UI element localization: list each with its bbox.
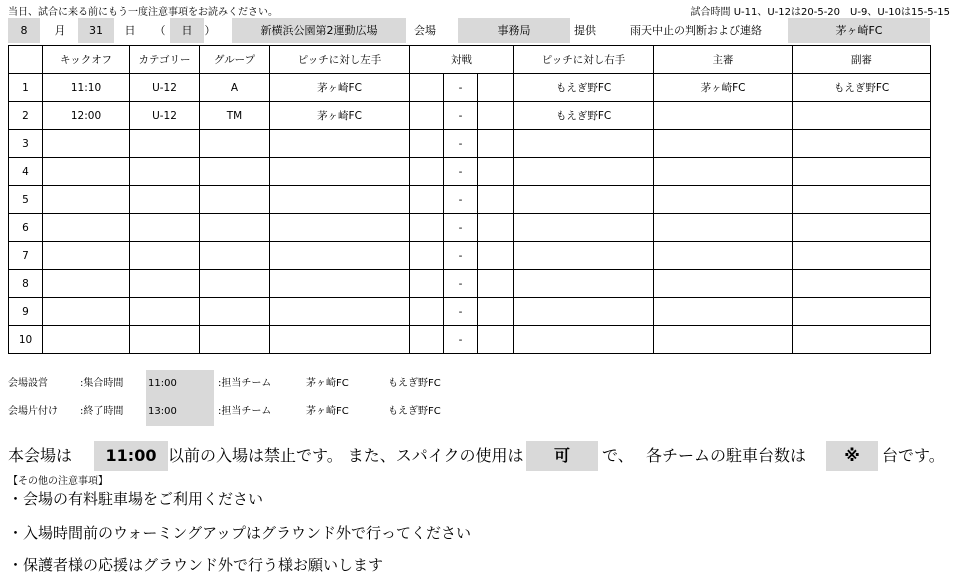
row-number: 10: [9, 326, 43, 354]
right-score-cell: [478, 186, 514, 214]
left-team-cell: [270, 214, 410, 242]
contact-label: 雨天中止の判断および連絡: [630, 24, 762, 37]
row-number: 3: [9, 130, 43, 158]
table-row: [9, 242, 931, 270]
cleanup-time-label: :終了時間: [80, 406, 124, 417]
table-row: [9, 130, 931, 158]
spike-allowed: 可: [526, 441, 598, 471]
group-cell: [200, 270, 270, 298]
right-team-cell: [514, 326, 654, 354]
group-cell: [200, 158, 270, 186]
right-team-cell: [514, 298, 654, 326]
group-cell: [200, 298, 270, 326]
kickoff-cell: 11:10: [43, 74, 130, 102]
provider-label: 提供: [574, 24, 596, 37]
category-cell: [130, 298, 200, 326]
cleanup-team-2: もえぎ野FC: [388, 406, 441, 417]
assistant-referee-cell: [793, 214, 931, 242]
kickoff-cell: [43, 214, 130, 242]
right-score-cell: [478, 130, 514, 158]
kickoff-cell: [43, 186, 130, 214]
vs-cell: -: [444, 242, 478, 270]
day-label: 日: [124, 24, 136, 37]
vs-cell: -: [444, 74, 478, 102]
group-cell: [200, 326, 270, 354]
entry-text-1: 以前の入場は禁止です。 また、スパイクの使用は: [168, 446, 524, 465]
left-score-cell: [410, 270, 444, 298]
right-score-cell: [478, 214, 514, 242]
referee-cell: [654, 326, 793, 354]
row-number: 7: [9, 242, 43, 270]
row-number: 8: [9, 270, 43, 298]
left-team-cell: [270, 130, 410, 158]
day-value: 31: [78, 18, 114, 43]
parking-count: ※: [826, 441, 878, 471]
assistant-referee-cell: [793, 130, 931, 158]
kickoff-cell: [43, 298, 130, 326]
referee-cell: [654, 130, 793, 158]
assistant-referee-cell: もえぎ野FC: [793, 74, 931, 102]
vs-cell: -: [444, 102, 478, 130]
entry-time: 11:00: [94, 441, 168, 471]
table-row: [9, 74, 931, 102]
match-schedule-table: [8, 45, 931, 354]
setup-time-label: :集合時間: [80, 378, 124, 389]
header-kickoff: キックオフ: [43, 46, 130, 74]
kickoff-cell: [43, 158, 130, 186]
month-value: 8: [8, 18, 40, 43]
setup-team-1: 茅ヶ崎FC: [306, 378, 349, 389]
cleanup-team-label: :担当チーム: [218, 406, 272, 417]
referee-cell: [654, 102, 793, 130]
assistant-referee-cell: [793, 186, 931, 214]
left-score-cell: [410, 74, 444, 102]
right-team-cell: [514, 186, 654, 214]
group-cell: [200, 130, 270, 158]
contact-value: 茅ヶ崎FC: [788, 18, 930, 43]
left-score-cell: [410, 130, 444, 158]
setup-team-2: もえぎ野FC: [388, 378, 441, 389]
right-team-cell: [514, 270, 654, 298]
row-number: 5: [9, 186, 43, 214]
table-row: [9, 102, 931, 130]
kickoff-cell: [43, 130, 130, 158]
left-score-cell: [410, 242, 444, 270]
assistant-referee-cell: [793, 158, 931, 186]
referee-cell: [654, 214, 793, 242]
right-team-cell: もえぎ野FC: [514, 74, 654, 102]
left-team-cell: [270, 270, 410, 298]
right-team-cell: [514, 214, 654, 242]
right-score-cell: [478, 298, 514, 326]
header-group: グループ: [200, 46, 270, 74]
category-cell: U-12: [130, 74, 200, 102]
row-number: 2: [9, 102, 43, 130]
vs-cell: -: [444, 298, 478, 326]
header-left-team: ピッチに対し左手: [270, 46, 410, 74]
vs-cell: -: [444, 186, 478, 214]
referee-cell: [654, 186, 793, 214]
weekday-value: 日: [170, 18, 204, 43]
paren-close: ）: [204, 24, 216, 37]
assistant-referee-cell: [793, 242, 931, 270]
header-match: 対戦: [410, 46, 514, 74]
left-team-cell: [270, 242, 410, 270]
right-team-cell: [514, 242, 654, 270]
setup-label: 会場設営: [8, 378, 48, 389]
note-item: ・保護者様の応援はグラウンド外で行う様お願いします: [8, 556, 384, 574]
header-right-team: ピッチに対し右手: [514, 46, 654, 74]
referee-cell: [654, 242, 793, 270]
category-cell: [130, 158, 200, 186]
paren-open: （: [154, 24, 166, 37]
right-score-cell: [478, 158, 514, 186]
table-row: [9, 158, 931, 186]
left-score-cell: [410, 214, 444, 242]
vs-cell: -: [444, 214, 478, 242]
left-team-cell: 茅ヶ崎FC: [270, 102, 410, 130]
left-score-cell: [410, 186, 444, 214]
table-row: [9, 186, 931, 214]
left-team-cell: [270, 186, 410, 214]
category-cell: [130, 270, 200, 298]
entry-rules-line: [8, 440, 954, 472]
assistant-referee-cell: [793, 298, 931, 326]
table-row: [9, 326, 931, 354]
assistant-referee-cell: [793, 326, 931, 354]
category-cell: [130, 326, 200, 354]
referee-cell: [654, 270, 793, 298]
kickoff-cell: [43, 326, 130, 354]
right-score-cell: [478, 102, 514, 130]
group-cell: [200, 242, 270, 270]
entry-text-2: で、: [602, 446, 634, 465]
group-cell: TM: [200, 102, 270, 130]
row-number: 6: [9, 214, 43, 242]
kickoff-cell: [43, 242, 130, 270]
cleanup-row: [8, 399, 608, 425]
match-time-note: 試合時間 U-11、U-12は20-5-20 U-9、U-10は15-5-15: [690, 7, 950, 18]
cleanup-team-1: 茅ヶ崎FC: [306, 406, 349, 417]
right-team-cell: もえぎ野FC: [514, 102, 654, 130]
right-team-cell: [514, 158, 654, 186]
venue-label: 会場: [414, 24, 436, 37]
vs-cell: -: [444, 326, 478, 354]
referee-cell: [654, 158, 793, 186]
left-team-cell: 茅ヶ崎FC: [270, 74, 410, 102]
referee-cell: [654, 298, 793, 326]
notes-title: 【その他の注意事項】: [8, 476, 108, 487]
setup-row: [8, 371, 608, 397]
category-cell: U-12: [130, 102, 200, 130]
table-row: [9, 298, 931, 326]
assistant-referee-cell: [793, 102, 931, 130]
header-no: [9, 46, 43, 74]
cleanup-time: 13:00: [146, 398, 214, 426]
vs-cell: -: [444, 130, 478, 158]
left-team-cell: [270, 298, 410, 326]
notice-text: 当日、試合に来る前にもう一度注意事項をお読みください。: [8, 7, 278, 18]
right-team-cell: [514, 130, 654, 158]
header-category: カテゴリー: [130, 46, 200, 74]
left-team-cell: [270, 158, 410, 186]
cleanup-label: 会場片付け: [8, 406, 58, 417]
group-cell: [200, 214, 270, 242]
vs-cell: -: [444, 158, 478, 186]
left-score-cell: [410, 298, 444, 326]
category-cell: [130, 214, 200, 242]
left-score-cell: [410, 326, 444, 354]
kickoff-cell: 12:00: [43, 102, 130, 130]
category-cell: [130, 242, 200, 270]
group-cell: A: [200, 74, 270, 102]
setup-team-label: :担当チーム: [218, 378, 272, 389]
vs-cell: -: [444, 270, 478, 298]
referee-cell: 茅ヶ崎FC: [654, 74, 793, 102]
entry-prefix: 本会場は: [8, 446, 73, 465]
table-row: [9, 214, 931, 242]
venue-value: 新横浜公園第2運動広場: [232, 18, 406, 43]
header-assistant-referee: 副審: [793, 46, 931, 74]
row-number: 9: [9, 298, 43, 326]
entry-text-3: 各チームの駐車台数は: [646, 446, 807, 465]
left-team-cell: [270, 326, 410, 354]
category-cell: [130, 130, 200, 158]
table-header-row: [9, 46, 931, 74]
note-item: ・入場時間前のウォーミングアップはグラウンド外で行ってください: [8, 524, 472, 542]
right-score-cell: [478, 242, 514, 270]
row-number: 4: [9, 158, 43, 186]
left-score-cell: [410, 158, 444, 186]
header-referee: 主審: [654, 46, 793, 74]
right-score-cell: [478, 326, 514, 354]
kickoff-cell: [43, 270, 130, 298]
row-number: 1: [9, 74, 43, 102]
setup-time: 11:00: [146, 370, 214, 398]
category-cell: [130, 186, 200, 214]
left-score-cell: [410, 102, 444, 130]
right-score-cell: [478, 74, 514, 102]
right-score-cell: [478, 270, 514, 298]
entry-suffix: 台です。: [882, 446, 945, 465]
provider-value: 事務局: [458, 18, 570, 43]
month-label: 月: [54, 24, 66, 37]
date-venue-row: [8, 18, 930, 43]
note-item: ・会場の有料駐車場をご利用ください: [8, 490, 264, 508]
assistant-referee-cell: [793, 270, 931, 298]
table-row: [9, 270, 931, 298]
group-cell: [200, 186, 270, 214]
